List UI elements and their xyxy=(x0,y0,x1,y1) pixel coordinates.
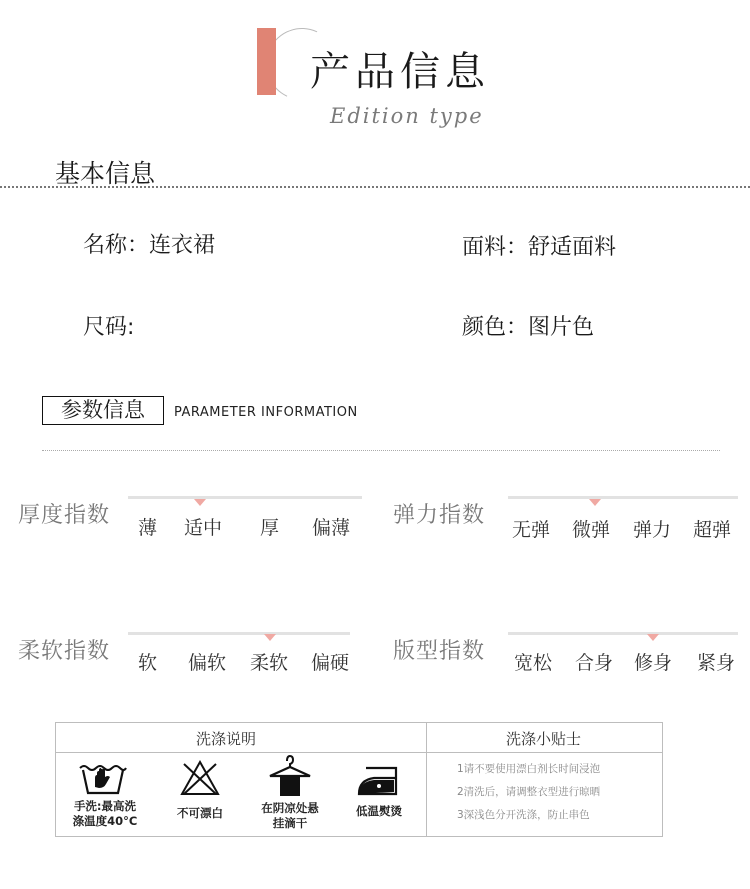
param-info-title: 参数信息 xyxy=(42,396,164,425)
no-bleach-icon xyxy=(180,760,220,800)
hand-wash-icon xyxy=(78,760,128,800)
index-option-selected: 修身 xyxy=(634,652,673,674)
index-option-selected: 适中 xyxy=(184,517,223,539)
page-title: 产品信息 xyxy=(310,49,490,95)
index-option: 偏薄 xyxy=(312,517,351,539)
param-info-subtitle: PARAMETER INFORMATION xyxy=(174,405,358,420)
thickness-index-title: 厚度指数 xyxy=(18,503,111,528)
index-option: 偏软 xyxy=(188,652,227,674)
fit-index-title: 版型指数 xyxy=(393,639,486,664)
product-size: 尺码: xyxy=(83,315,135,340)
elasticity-index-title: 弹力指数 xyxy=(393,503,486,528)
index-option: 宽松 xyxy=(514,652,553,674)
hand-wash-label: 手洗:最高洗 涤温度40°C xyxy=(72,799,138,828)
table-divider xyxy=(55,752,663,753)
product-name: 名称：连衣裙 xyxy=(83,233,216,258)
hang-dry-shade-icon xyxy=(267,754,313,802)
index-scale-line xyxy=(508,632,738,635)
table-divider xyxy=(426,722,427,837)
header-accent-bar xyxy=(257,28,276,95)
index-option: 厚 xyxy=(260,517,280,539)
index-option: 合身 xyxy=(575,652,614,674)
index-scale-line xyxy=(128,496,362,499)
selected-marker-icon xyxy=(194,499,206,506)
divider xyxy=(42,450,720,451)
selected-marker-icon xyxy=(264,634,276,641)
selected-marker-icon xyxy=(647,634,659,641)
iron-low-icon xyxy=(356,764,402,802)
index-option-selected: 柔软 xyxy=(250,652,289,674)
index-option: 超弹 xyxy=(693,519,732,541)
softness-index-title: 柔软指数 xyxy=(18,639,111,664)
index-option: 紧身 xyxy=(697,652,736,674)
wash-tip: 2清洗后，请调整衣型进行晾晒 xyxy=(457,786,601,798)
divider xyxy=(0,186,750,188)
index-option: 弹力 xyxy=(633,519,672,541)
index-option: 软 xyxy=(138,652,158,674)
index-option: 偏硬 xyxy=(311,652,350,674)
index-scale-line xyxy=(508,496,738,499)
product-color: 颜色：图片色 xyxy=(462,315,595,340)
index-scale-line xyxy=(128,632,350,635)
wash-tip: 1请不要使用漂白剂长时间浸泡 xyxy=(457,763,601,775)
selected-marker-icon xyxy=(589,499,601,506)
index-option-selected: 微弹 xyxy=(572,519,611,541)
hang-dry-label: 在阴凉处悬 挂滴干 xyxy=(261,801,319,830)
iron-low-label: 低温熨烫 xyxy=(356,804,402,818)
wash-instructions-title: 洗涤说明 xyxy=(196,730,257,748)
index-option: 无弹 xyxy=(512,519,551,541)
basic-info-title: 基本信息 xyxy=(55,159,156,188)
wash-tips-title: 洗涤小贴士 xyxy=(506,730,582,748)
page-subtitle: Edition type xyxy=(330,104,484,128)
product-fabric: 面料：舒适面料 xyxy=(462,235,617,260)
no-bleach-label: 不可漂白 xyxy=(177,806,223,820)
index-option: 薄 xyxy=(138,517,158,539)
wash-tip: 3深浅色分开洗涤，防止串色 xyxy=(457,809,590,821)
